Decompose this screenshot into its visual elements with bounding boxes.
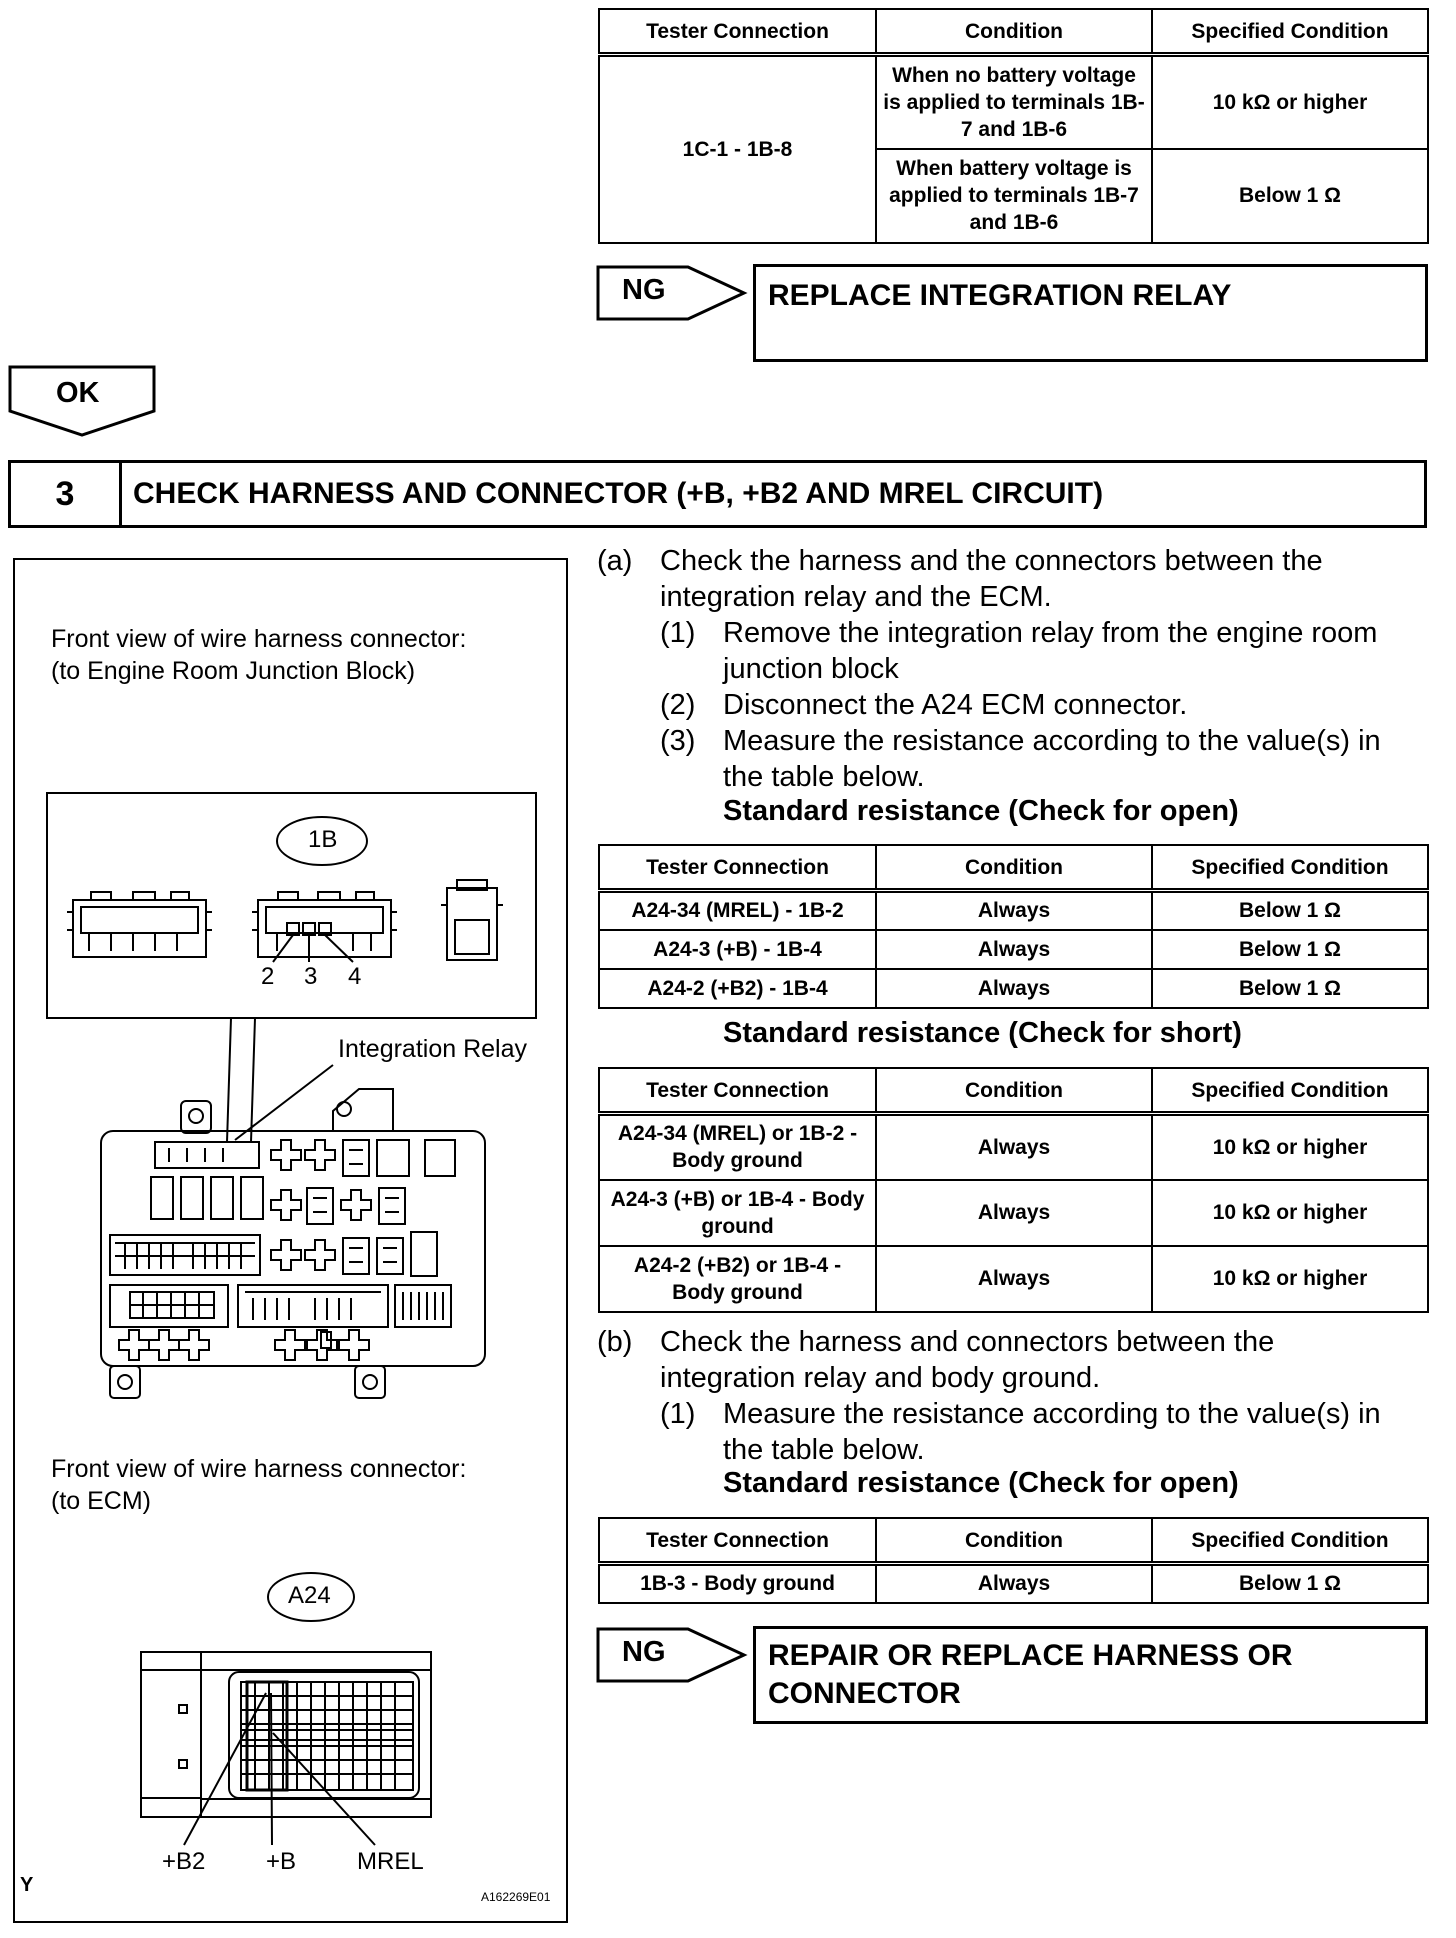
top-spec-table — [598, 8, 1429, 244]
ng-action-text: REPAIR OR REPLACE HARNESS OR CONNECTOR — [768, 1639, 1293, 1710]
instruction-label: (1) — [660, 617, 696, 649]
integration-relay-label: Integration Relay — [338, 1035, 528, 1063]
figure-caption-jb-line1: Front view of wire harness connector: — [51, 625, 467, 653]
connector-figure — [13, 558, 568, 1923]
ng-action-text: REPLACE INTEGRATION RELAY — [768, 279, 1232, 312]
ng-result-box — [753, 264, 1428, 362]
col-header-condition: Condition — [876, 1068, 1152, 1114]
short-table-title: Standard resistance (Check for short) — [723, 1017, 1242, 1049]
condition-cell: Always — [876, 969, 1152, 1008]
col-header-spec: Specified Condition — [1152, 1518, 1428, 1564]
junction-block-icon — [101, 1089, 485, 1398]
figure-id: A162269E01 — [481, 1890, 551, 1904]
tester-connection-cell: A24-2 (+B2) - 1B-4 — [599, 969, 876, 1008]
table-row — [599, 930, 1428, 969]
pin-4-label: 4 — [348, 963, 362, 990]
connector-a24-icon — [141, 1652, 431, 1817]
condition-cell: When battery voltage is applied to terminals 1B-7 and 1B-6 — [876, 149, 1152, 243]
ng-arrow-tag — [596, 1626, 748, 1684]
tester-connection-cell: 1C-1 - 1B-8 — [599, 55, 876, 243]
spec-cell: Below 1 Ω — [1152, 1564, 1428, 1603]
pin-3-label: 3 — [304, 963, 318, 990]
spec-cell: Below 1 Ω — [1152, 969, 1428, 1008]
tester-connection-cell: A24-3 (+B) - 1B-4 — [599, 930, 876, 969]
terminal-mrel-label: MREL — [357, 1848, 424, 1875]
junction-block-diagram — [15, 560, 566, 1921]
spec-cell: Below 1 Ω — [1152, 891, 1428, 930]
table-row — [599, 1114, 1428, 1180]
ok-label: OK — [56, 377, 100, 409]
spec-cell: Below 1 Ω — [1152, 930, 1428, 969]
condition-cell: Always — [876, 1246, 1152, 1312]
figure-caption-ecm-line1: Front view of wire harness connector: — [51, 1455, 467, 1483]
ng-label: NG — [622, 274, 666, 306]
table-row — [599, 1564, 1428, 1603]
condition-cell: Always — [876, 1114, 1152, 1180]
tester-connection-cell: 1B-3 - Body ground — [599, 1564, 876, 1603]
table-row — [599, 1180, 1428, 1246]
table-row — [599, 891, 1428, 930]
figure-caption-jb-line2: (to Engine Room Junction Block) — [51, 657, 416, 685]
col-header-spec: Specified Condition — [1152, 1068, 1428, 1114]
condition-cell: When no battery voltage is applied to terminals 1B-7 and 1B-6 — [876, 55, 1152, 149]
terminal-b-label: +B — [266, 1848, 297, 1875]
condition-cell: Always — [876, 1564, 1152, 1603]
pin-2-label: 2 — [261, 963, 275, 990]
instruction-text: Check the harness and connectors between the integration relay and body ground. — [660, 1326, 1275, 1394]
instruction-label: (2) — [660, 689, 696, 721]
ng-label: NG — [622, 1636, 666, 1668]
instruction-label: (3) — [660, 725, 696, 757]
spec-cell: 10 kΩ or higher — [1152, 1246, 1428, 1312]
condition-cell: Always — [876, 891, 1152, 930]
instruction-text: Disconnect the A24 ECM connector. — [723, 689, 1188, 721]
spec-cell: 10 kΩ or higher — [1152, 1114, 1428, 1180]
terminal-b2-label: +B2 — [162, 1848, 206, 1875]
instruction-text: Remove the integration relay from the engine room junction block — [723, 617, 1378, 685]
col-header-condition: Condition — [876, 1518, 1152, 1564]
col-header-tester: Tester Connection — [599, 1068, 876, 1114]
instruction-text: Measure the resistance according to the value(s) in the table below. — [723, 1398, 1381, 1466]
col-header-condition: Condition — [876, 845, 1152, 891]
connector-a24-label: A24 — [288, 1582, 331, 1609]
instruction-label: (b) — [597, 1326, 633, 1358]
col-header-spec: Specified Condition — [1152, 845, 1428, 891]
open-table-title: Standard resistance (Check for open) — [723, 795, 1239, 827]
spec-cell: 10 kΩ or higher — [1152, 1180, 1428, 1246]
ground-check-table — [598, 1517, 1429, 1604]
tester-connection-cell: A24-34 (MREL) or 1B-2 - Body ground — [599, 1114, 876, 1180]
ng-arrow-tag — [596, 264, 748, 322]
table-row — [599, 969, 1428, 1008]
spec-cell: Below 1 Ω — [1152, 149, 1428, 243]
tester-connection-cell: A24-34 (MREL) - 1B-2 — [599, 891, 876, 930]
tester-connection-cell: A24-2 (+B2) or 1B-4 - Body ground — [599, 1246, 876, 1312]
step-header — [8, 460, 1427, 528]
instruction-label: (a) — [597, 545, 633, 577]
col-header-tester: Tester Connection — [599, 845, 876, 891]
col-header-tester: Tester Connection — [599, 9, 876, 55]
col-header-spec: Specified Condition — [1152, 9, 1428, 55]
table-row — [599, 1246, 1428, 1312]
col-header-tester: Tester Connection — [599, 1518, 876, 1564]
instruction-label: (1) — [660, 1398, 696, 1430]
step-number: 3 — [11, 463, 122, 525]
figure-corner-letter: Y — [20, 1874, 34, 1896]
instruction-text: Measure the resistance according to the value(s) in the table below. — [723, 725, 1381, 793]
step-title: CHECK HARNESS AND CONNECTOR (+B, +B2 AND MREL CIRCUIT) — [133, 477, 1104, 510]
tester-connection-cell: A24-3 (+B) or 1B-4 - Body ground — [599, 1180, 876, 1246]
ng-result-box — [753, 1626, 1428, 1724]
condition-cell: Always — [876, 1180, 1152, 1246]
col-header-condition: Condition — [876, 9, 1152, 55]
figure-caption-ecm-line2: (to ECM) — [51, 1487, 151, 1515]
open-check-table — [598, 844, 1429, 1009]
ground-table-title: Standard resistance (Check for open) — [723, 1467, 1239, 1499]
spec-cell: 10 kΩ or higher — [1152, 55, 1428, 149]
condition-cell: Always — [876, 930, 1152, 969]
connector-1b-label: 1B — [308, 826, 338, 853]
short-check-table — [598, 1067, 1429, 1313]
instruction-text: Check the harness and the connectors between the integration relay and the ECM. — [660, 545, 1323, 613]
